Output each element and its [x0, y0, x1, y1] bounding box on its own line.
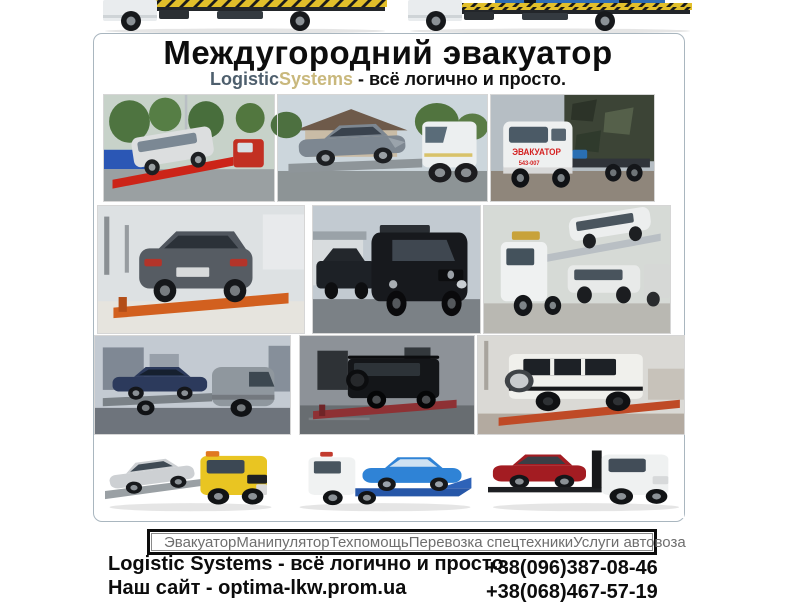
brand-subtitle: [93, 69, 683, 90]
footer-phone-primary: +38(096)387-08-46: [486, 557, 658, 579]
photo-van-on-red-flatbed: [104, 95, 274, 201]
page-title: Междугородний эвакуатор: [163, 34, 613, 71]
photo-blue-car-tow-truck-render: [295, 437, 475, 518]
footer-phone-secondary: +38(068)467-57-19: [486, 581, 658, 603]
gazelle-tow-illustration: [95, 336, 290, 434]
tow-truck-with-blue-car-illustration: [400, 0, 700, 33]
tow-truck-top-right: [400, 0, 700, 33]
mercedes-coupe-illustration: [98, 206, 304, 333]
photo-damaged-sedan-on-tow-truck: [278, 95, 487, 201]
tow-truck-top-left: [95, 0, 395, 33]
van-loading-illustration: [104, 95, 274, 201]
brand-systems: Systems: [278, 69, 354, 89]
military-truck-tow-illustration: [491, 95, 654, 201]
menu-item-tech-help[interactable]: Техпомощь: [329, 533, 409, 551]
brand-logistic: Logistic: [209, 69, 279, 89]
footer-site-line: Наш сайт - optima-lkw.prom.ua: [108, 577, 407, 599]
photo-gazelle-with-blue-sedan: [95, 336, 290, 434]
brand-tagline: - всё логично и просто.: [353, 69, 567, 89]
black-gwagon-illustration: [300, 336, 474, 434]
menu-item-car-carrier[interactable]: Услуги автовоза: [573, 533, 686, 551]
top-trucks-strip: [0, 0, 790, 36]
menu-item-special-transport[interactable]: Перевозка спецтехники: [408, 533, 574, 551]
photo-black-sprinter-trailer: [313, 206, 480, 333]
photo-yellow-tow-truck-render: [105, 437, 285, 518]
black-sprinter-illustration: [313, 206, 480, 333]
footer-brand-block: [108, 552, 509, 600]
truck-phone-sign: 543-007: [518, 160, 540, 167]
damaged-sedan-illustration: [278, 95, 487, 201]
red-suv-tow-truck-illustration: [488, 437, 684, 518]
yellow-tow-truck-illustration: [105, 437, 285, 518]
tow-truck-illustration: [95, 0, 395, 33]
footer-phones-block: [486, 556, 658, 604]
footer-brand-line: Logistic Systems - всё логично и просто.: [108, 553, 510, 575]
truck-evacuator-sign: ЭВАКУАТОР: [512, 146, 561, 158]
blue-car-tow-truck-illustration: [295, 437, 475, 518]
white-gwagon-illustration: [478, 336, 684, 434]
double-deck-transporter-illustration: [484, 206, 670, 333]
menu-item-evacuator[interactable]: Эвакуатор: [164, 533, 237, 551]
photo-white-gwagon-flatbed: [478, 336, 684, 434]
menu-item-manipulator[interactable]: Манипулятор: [236, 533, 330, 551]
photo-mercedes-coupe-on-flatbed: [98, 206, 304, 333]
photo-red-suv-tow-truck-render: [488, 437, 684, 518]
photo-double-deck-transporter: [484, 206, 670, 333]
photo-evacuator-with-military-truck: [491, 95, 654, 201]
photo-black-gwagon-flatbed: [300, 336, 474, 434]
